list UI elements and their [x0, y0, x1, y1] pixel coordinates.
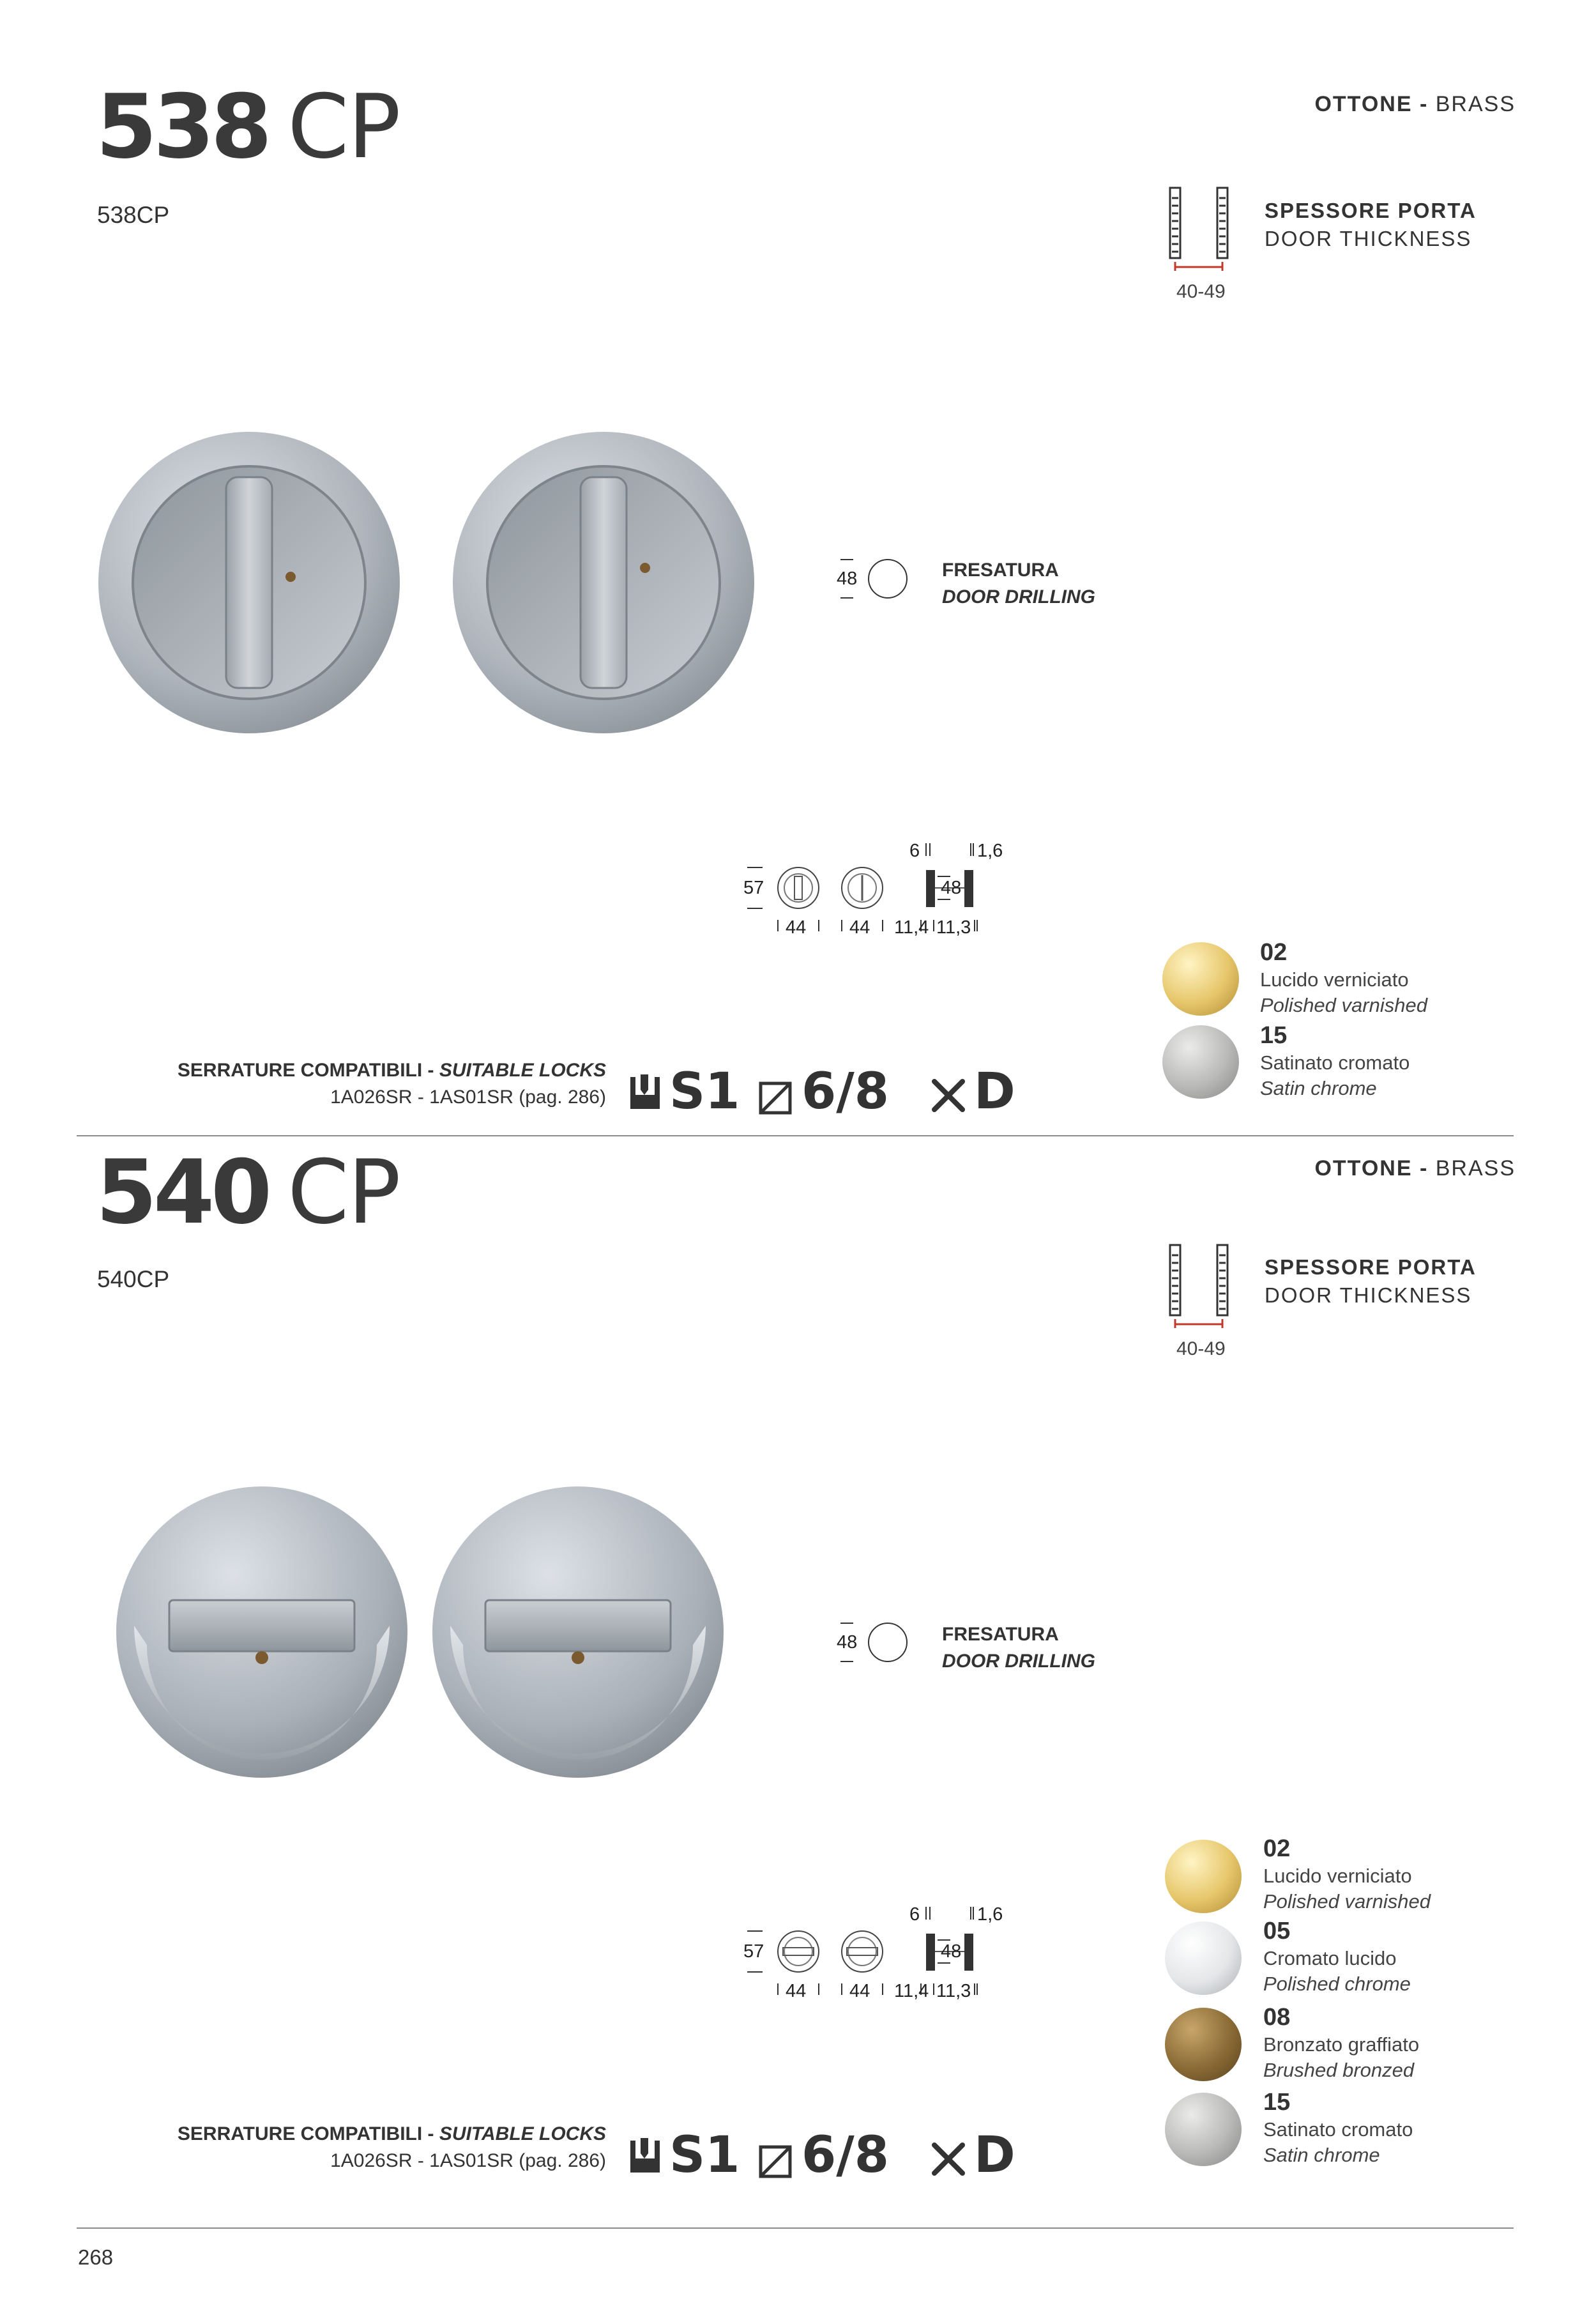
- dim-depth-5: 11,3: [936, 917, 971, 938]
- dimension-drawing: [734, 830, 1028, 952]
- finish-name-it: Bronzato graffiato: [1263, 2033, 1420, 2056]
- product-title: [96, 75, 400, 178]
- material-it: OTTONE -: [1314, 1156, 1429, 1180]
- locks-codes: 1A026SR - 1AS01SR (pag. 286): [330, 2150, 606, 2171]
- locks-label-it: SERRATURE COMPATIBILI -: [177, 2123, 434, 2144]
- footer-divider: [77, 2227, 1514, 2229]
- dim-width-1: 44: [786, 917, 807, 938]
- dimension-drawing: [734, 1894, 1028, 2015]
- finish-swatch-08: [1165, 2008, 1242, 2081]
- material-label: [1314, 92, 1516, 117]
- dim-depth-4: 1,6: [977, 1904, 1003, 1925]
- drilling-icon: [838, 556, 921, 607]
- pull-right: [453, 432, 754, 733]
- dim-depth-5: 11,3: [936, 1981, 971, 2001]
- finish-swatch-15: [1162, 1025, 1239, 1099]
- square-spindle-icon: [759, 2145, 792, 2178]
- dim-depth-2: 11,4: [894, 917, 929, 938]
- drilling-value: 48: [837, 569, 858, 589]
- finish-swatch-05: [1165, 1921, 1242, 1995]
- product-image: [96, 425, 760, 744]
- drilling-it: FRESATURA: [942, 1624, 1059, 1645]
- material-en: BRASS: [1435, 1156, 1516, 1180]
- finish-swatch-15: [1165, 2093, 1242, 2166]
- drilling-it: FRESATURA: [942, 560, 1059, 581]
- compatible-locks: [178, 2121, 606, 2174]
- dim-width-2: 44: [849, 917, 870, 938]
- door-thickness-it: SPESSORE PORTA: [1265, 1255, 1477, 1279]
- door-thickness-it: SPESSORE PORTA: [1265, 199, 1477, 222]
- finish-name-it: Lucido verniciato: [1263, 1865, 1412, 1887]
- model-number: 538: [96, 75, 269, 178]
- page-number: 268: [78, 2245, 114, 2269]
- drilling-label: [942, 557, 1095, 611]
- section-divider: [77, 1135, 1514, 1136]
- square-spindle-icon: [759, 1081, 792, 1115]
- finish-code: 08: [1263, 2004, 1291, 2031]
- locks-codes: 1A026SR - 1AS01SR (pag. 286): [330, 1087, 606, 1108]
- door-thickness-icon: [1164, 1242, 1234, 1338]
- dim-width-2: 44: [849, 1981, 870, 2001]
- door-thickness-label: [1265, 1253, 1477, 1310]
- drilling-value: 48: [837, 1632, 858, 1653]
- pull-left: [116, 1486, 407, 1778]
- door-thickness-en: DOOR THICKNESS: [1265, 227, 1472, 250]
- pull-right: [432, 1486, 724, 1778]
- model-suffix: CP: [287, 75, 400, 178]
- locks-label-en: SUITABLE LOCKS: [439, 2123, 606, 2144]
- drilling-icon: [838, 1619, 921, 1670]
- finish-name-en: Satin chrome: [1263, 2144, 1380, 2166]
- dim-depth-3: 48: [941, 878, 962, 898]
- finish-name-en: Satin chrome: [1260, 1077, 1377, 1099]
- model-suffix: CP: [287, 1141, 400, 1244]
- finish-name-en: Polished chrome: [1263, 1973, 1411, 1995]
- spec-tool: D: [974, 1063, 1015, 1120]
- material-it: OTTONE -: [1314, 92, 1429, 116]
- finish-swatch-02: [1162, 942, 1239, 1016]
- finish-name-it: Cromato lucido: [1263, 1947, 1397, 1969]
- dim-height: 57: [743, 878, 764, 898]
- finish-name-it: Satinato cromato: [1260, 1051, 1410, 1074]
- finish-code: 02: [1263, 1835, 1291, 1862]
- product-image: [115, 1482, 741, 1782]
- dim-depth-3: 48: [941, 1941, 962, 1962]
- locks-heading: [178, 1057, 606, 1084]
- spec-square: 6/8: [802, 1063, 890, 1120]
- finish-name-it: Satinato cromato: [1263, 2118, 1413, 2141]
- dim-height: 57: [743, 1941, 764, 1962]
- model-number: 540: [96, 1141, 269, 1244]
- finish-code: 05: [1263, 1918, 1291, 1944]
- material-label: [1314, 1156, 1516, 1181]
- product-code: 538CP: [97, 202, 170, 228]
- spring-icon: [629, 1073, 661, 1111]
- spec-s: S1: [669, 1063, 740, 1120]
- finish-code: 02: [1260, 939, 1288, 966]
- spring-icon: [629, 2137, 661, 2175]
- drilling-en: DOOR DRILLING: [942, 586, 1095, 607]
- drilling-en: DOOR DRILLING: [942, 1651, 1095, 1672]
- tools-icon: [929, 1076, 968, 1115]
- finish-name-en: Polished varnished: [1263, 1890, 1431, 1913]
- finish-name-en: Brushed bronzed: [1263, 2059, 1415, 2081]
- finish-swatch-02: [1165, 1840, 1242, 1913]
- door-thickness-en: DOOR THICKNESS: [1265, 1283, 1472, 1307]
- door-thickness-label: [1265, 197, 1477, 253]
- finish-code: 15: [1260, 1022, 1288, 1049]
- spec-square: 6/8: [802, 2127, 890, 2184]
- drilling-label: [942, 1621, 1095, 1675]
- door-thickness-value: 40-49: [1176, 1338, 1226, 1359]
- pull-left: [98, 432, 400, 733]
- finish-name-it: Lucido verniciato: [1260, 968, 1409, 991]
- product-title: [96, 1141, 400, 1244]
- tools-icon: [929, 2140, 968, 2178]
- locks-heading: [178, 2121, 606, 2148]
- spec-tool: D: [974, 2127, 1015, 2184]
- dim-depth-1: 6: [909, 1904, 920, 1925]
- dim-width-1: 44: [786, 1981, 807, 2001]
- dim-depth-2: 11,4: [894, 1981, 929, 2001]
- finish-code: 15: [1263, 2089, 1291, 2116]
- locks-label-en: SUITABLE LOCKS: [439, 1060, 606, 1081]
- finish-name-en: Polished varnished: [1260, 994, 1427, 1016]
- material-en: BRASS: [1435, 92, 1516, 116]
- door-thickness-value: 40-49: [1176, 281, 1226, 302]
- spec-s: S1: [669, 2127, 740, 2184]
- locks-label-it: SERRATURE COMPATIBILI -: [177, 1060, 434, 1081]
- dim-depth-1: 6: [909, 841, 920, 861]
- compatible-locks: [178, 1057, 606, 1111]
- dim-depth-4: 1,6: [977, 841, 1003, 861]
- door-thickness-icon: [1164, 185, 1234, 281]
- product-code: 540CP: [97, 1266, 170, 1292]
